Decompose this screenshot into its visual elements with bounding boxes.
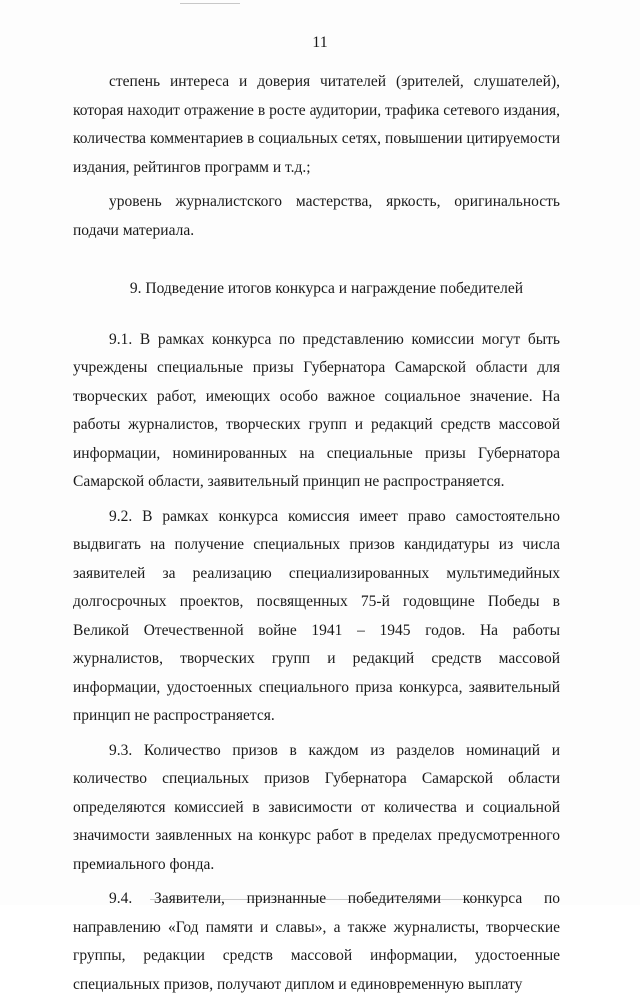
paragraph-9-2: 9.2. В рамках конкурса комиссия имеет право самостоятельно выдвигать на получение специальных призов кандидатуры из числа заявителей за реализацию специализированных мультимедийных долгосрочных проектов, посвященных 75-й годовщине Победы в Великой Отечественной войне 1941 – 1945 годов. На работы журналистов, творческих групп и редакций средств массовой информации, удостоенных специального приза конкурса, заявительный принцип не распространяется. [73,507,560,724]
scan-artifact-top [180,3,240,4]
document-body [73,68,560,999]
paragraph-9-1: 9.1. В рамках конкурса по представлению комиссии могут быть учреждены специальные призы Губернатора Самарской области для творческих работ, имеющих особо важное социальное значение. На работы журналистов, творческих групп и редакций средств массовой информации, номинированных на специальные призы Губернатора Самарской области, заявительный принцип не распространяется. [73,330,560,490]
paragraph-interest-level: степень интереса и доверия читателей (зрителей, слушателей), которая находит отражение в росте аудитории, трафика сетевого издания, количества комментариев в социальных сетях, повышении цитируемости издания, рейтингов программ и т.д.; [73,73,560,176]
paragraph-9-4: 9.4. Заявители, признанные победителями конкурса по направлению «Год памяти и славы», а также журналисты, творческие группы, редакции средств массовой информации, удостоенные специальных призов, получают диплом и единовременную выплату [73,890,560,993]
page-number: 11 [312,34,328,51]
paragraph-mastery-level: уровень журналистского мастерства, яркость, оригинальность подачи материала. [73,193,560,239]
section-heading: 9. Подведение итогов конкурса и награждение победителей [129,280,524,297]
paragraph-9-3: 9.3. Количество призов в каждом из разделов номинаций и количество специальных призов Губернатора Самарской области определяются комиссией в зависимости от количества и социальной значимости заявленных на конкурс работ в пределах предусмотренного премиального фонда. [73,741,560,873]
